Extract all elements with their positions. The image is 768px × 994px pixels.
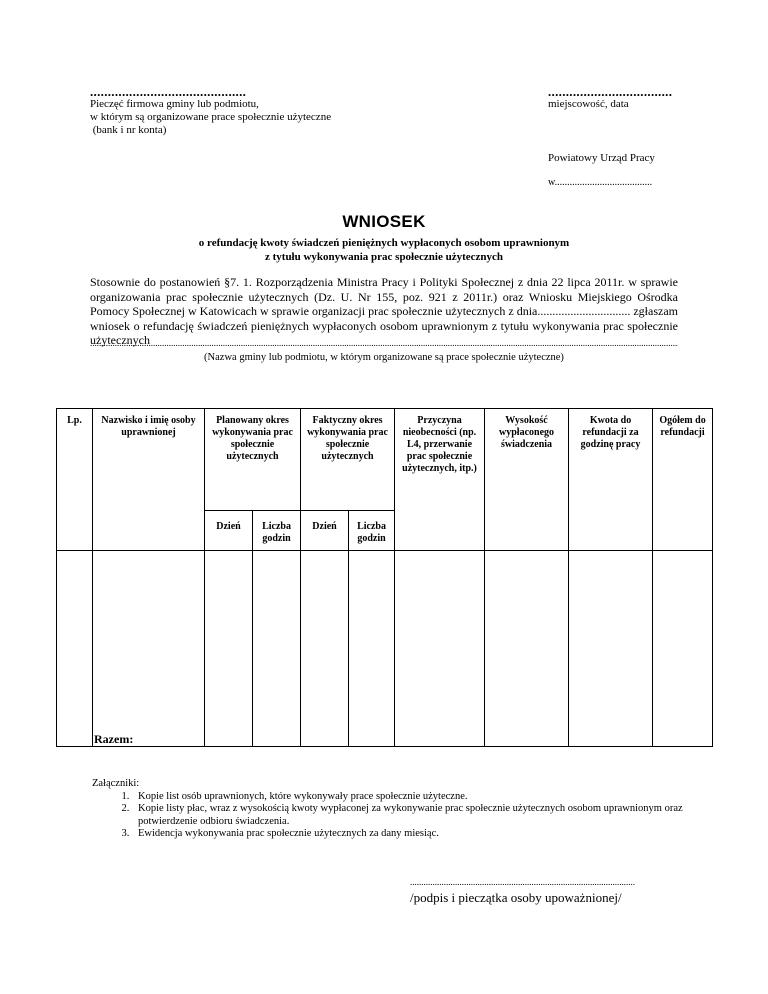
stamp-line: Pieczęć firmowa gminy lub podmiotu, bbox=[90, 98, 259, 110]
subheader-actual-hours: Liczba godzin bbox=[349, 511, 395, 551]
cell-lp[interactable] bbox=[57, 551, 93, 747]
document-subtitle bbox=[0, 236, 768, 264]
header-total-refund: Ogółem do refundacji bbox=[653, 409, 713, 551]
signature-label: /podpis i pieczątka osoby upoważnionej/ bbox=[410, 890, 622, 905]
cell-absence-reason[interactable] bbox=[395, 551, 485, 747]
stamp-line: w którym są organizowane prace społecznie użyteczne bbox=[90, 111, 332, 123]
header-lp: Lp. bbox=[57, 409, 93, 551]
cell-name[interactable] bbox=[93, 551, 205, 747]
header-benefit-amount: Wysokość wypłaconego świadczenia bbox=[485, 409, 569, 551]
subtitle-line: o refundację kwoty świadczeń pieniężnych wypłaconych osobom uprawnionym bbox=[198, 237, 570, 249]
cell-hourly-refund[interactable] bbox=[569, 551, 653, 747]
attachments-section bbox=[92, 778, 692, 841]
cell-benefit-amount[interactable] bbox=[485, 551, 569, 747]
place-date-dots: ................................... bbox=[548, 84, 673, 99]
office-label: Powiatowy Urząd Pracy bbox=[548, 152, 655, 164]
attachments-label: Załączniki: bbox=[92, 778, 140, 789]
cell-total-refund[interactable] bbox=[653, 551, 713, 747]
refund-table bbox=[56, 408, 713, 747]
request-body-text: Stosownie do postanowień §7. 1. Rozporządzenia Ministra Pracy i Polityki Społecznej z dnia 22 lipca 2011r. w sprawie organizowania prac społecznie użytecznych (Dz. U. Nr 155, poz. 921 z 2011r.) oraz Wniosku Miejskiego Ośrodka Pomocy Społecznej w Katowicach w sprawie organizacji prac społecznie użytecznych z dnia............................... zgłaszam wniosek o refundację świadczeń pieniężnych wypłaconych osobom uprawnionym z tytułu wykonywania prac społecznie użytecznych bbox=[90, 275, 678, 347]
stamp-dots: ............................................ bbox=[90, 84, 247, 99]
attachment-item: 2. Kopie listy płac, wraz z wysokością kwoty wypłaconej za wykonywanie prac społecznie użytecznych osobom uprawnionym oraz potwierdzenie odbioru świadczenia. bbox=[132, 803, 692, 828]
subheader-actual-day: Dzień bbox=[301, 511, 349, 551]
cell-planned-hours[interactable] bbox=[253, 551, 301, 747]
document-title: WNIOSEK bbox=[342, 212, 426, 231]
place-date-label: miejscowość, data bbox=[548, 98, 629, 110]
attachment-item: 1. Kopie list osób uprawnionych, które wykonywały prace społecznie użyteczne. bbox=[132, 791, 692, 804]
attachment-item: 3. Ewidencja wykonywania prac społecznie użytecznych za dany miesiąc. bbox=[132, 828, 692, 841]
header-planned-period: Planowany okres wykonywania prac społecznie użytecznych bbox=[205, 409, 301, 511]
header-absence-reason: Przyczyna nieobecności (np. L4, przerwanie prac społecznie użytecznych, itp.) bbox=[395, 409, 485, 551]
stamp-line: (bank i nr konta) bbox=[90, 124, 167, 136]
company-stamp-label bbox=[90, 98, 331, 137]
header-hourly-refund: Kwota do refundacji za godzinę pracy bbox=[569, 409, 653, 551]
header-name: Nazwisko i imię osoby uprawnionej bbox=[93, 409, 205, 551]
subtitle-line: z tytułu wykonywania prac społecznie użytecznych bbox=[264, 251, 503, 263]
subheader-planned-hours: Liczba godzin bbox=[253, 511, 301, 551]
cell-actual-day[interactable] bbox=[301, 551, 349, 747]
total-label: Razem: bbox=[94, 732, 134, 746]
entity-name-line[interactable] bbox=[90, 337, 678, 349]
entity-name-caption: (Nazwa gminy lub podmiotu, w którym organizowane są prace społecznie użyteczne) bbox=[204, 352, 564, 363]
office-location: w....................................... bbox=[548, 177, 653, 188]
subheader-planned-day: Dzień bbox=[205, 511, 253, 551]
cell-planned-day[interactable] bbox=[205, 551, 253, 747]
header-actual-period: Faktyczny okres wykonywania prac społecznie użytecznych bbox=[301, 409, 395, 511]
cell-actual-hours[interactable] bbox=[349, 551, 395, 747]
signature-line[interactable] bbox=[410, 876, 650, 888]
